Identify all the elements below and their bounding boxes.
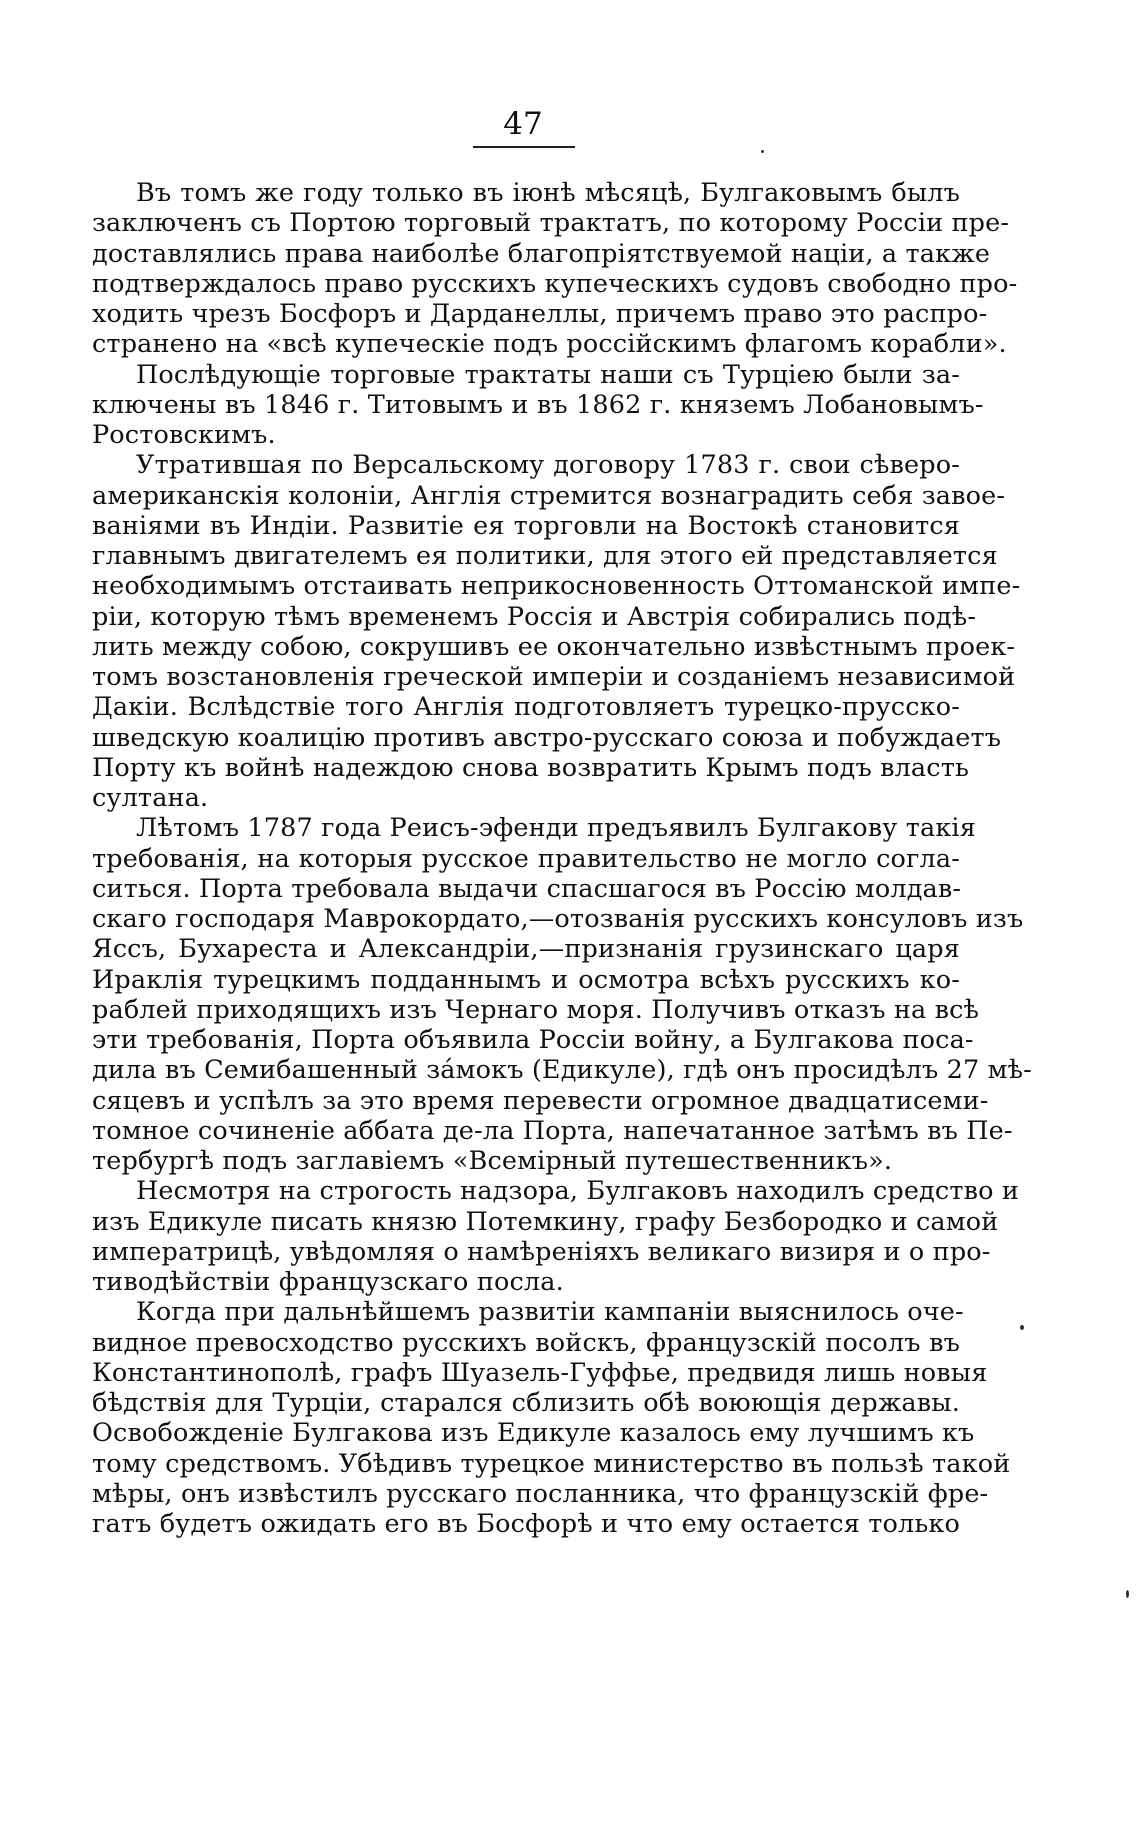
text-line: ріи, которую тѣмъ временемъ Россія и Австрія собирались подѣ-: [92, 601, 977, 632]
text-line: Несмотря на строгость надзора, Булгаковъ находилъ средство и: [136, 1176, 1020, 1207]
text-line: Ростовскимъ.: [92, 420, 276, 450]
page-number: 47: [503, 106, 543, 142]
text-line: необходимымъ отстаивать неприкосновенность Оттоманской импе-: [92, 571, 1021, 602]
text-line: раблей приходящихъ изъ Чернаго моря. Получивъ отказъ на всѣ: [92, 994, 980, 1025]
text-line: скаго господаря Маврокордато,—отозванія русскихъ консуловъ изъ: [92, 904, 1024, 934]
text-line: Ираклія турецкимъ подданнымъ и осмотра всѣхъ русскихъ ко-: [92, 964, 960, 995]
body-text: [92, 178, 1032, 1539]
text-line: султана.: [92, 783, 209, 813]
text-line: американскія колоніи, Англія стремится вознаградить себя завое-: [92, 480, 1006, 511]
text-line: главнымъ двигателемъ ея политики, для этого ей представляется: [92, 541, 998, 571]
text-line: Порту къ войнѣ надеждою снова возвратить Крымъ подъ власть: [92, 752, 970, 783]
text-line: заключенъ съ Портою торговый трактатъ, по которому Россіи пре-: [92, 208, 1010, 239]
text-line: требованія, на которыя русское правительство не могло согла-: [92, 843, 960, 874]
text-line: изъ Едикуле писать князю Потемкину, графу Безбородко и самой: [92, 1206, 999, 1237]
text-line: томное сочиненіе аббата де-ла Порта, напечатанное затѣмъ въ Пе-: [92, 1115, 1013, 1146]
text-line: тому средствомъ. Убѣдивъ турецкое министерство въ пользѣ такой: [92, 1448, 1011, 1479]
scan-speck: [761, 150, 764, 153]
text-line: Освобожденіе Булгакова изъ Едикуле казалось ему лучшимъ къ: [92, 1418, 975, 1449]
text-line: ваніями въ Индіи. Развитіе ея торговли на Востокѣ становится: [92, 510, 960, 541]
text-line: императрицѣ, увѣдомляя о намѣреніяхъ великаго визиря и о про-: [92, 1236, 991, 1267]
text-line: Когда при дальнѣйшемъ развитіи кампаніи выяснилось оче-: [136, 1297, 964, 1328]
text-line: сяцевъ и успѣлъ за это время перевести огромное двадцатисеми-: [92, 1085, 989, 1116]
text-line: ходить чрезъ Босфоръ и Дарданеллы, причемъ право это распро-: [92, 299, 988, 329]
text-line: Константинополѣ, графъ Шуазель-Гуффье, предвидя лишь новыя: [92, 1357, 988, 1388]
text-line: Яссъ, Бухареста и Александріи,—признанія грузинскаго царя: [92, 934, 960, 965]
text-line: ключены въ 1846 г. Титовымъ и въ 1862 г. княземъ Лобановымъ-: [92, 389, 984, 420]
text-line: тиводѣйствіи французскаго посла.: [92, 1267, 564, 1297]
text-line: Послѣдующіе торговые трактаты наши съ Турціею были за-: [136, 359, 960, 390]
text-line: эти требованія, Порта объявила Россіи войну, а Булгакова поса-: [92, 1025, 974, 1055]
text-line: тербургѣ подъ заглавіемъ «Всемірный путешественникъ».: [92, 1146, 893, 1176]
scan-speck: [1020, 1325, 1024, 1330]
page-number-rule: [473, 146, 575, 148]
text-line: Лѣтомъ 1787 года Реисъ-эфенди предъявилъ Булгакову такія: [136, 813, 976, 844]
text-line: Дакіи. Вслѣдствіе того Англія подготовляетъ турецко-прусско-: [92, 692, 960, 723]
scan-speck: [1126, 1590, 1129, 1598]
text-line: томъ возстановленія греческой имперіи и созданіемъ независимой: [92, 662, 1016, 692]
text-line: ситься. Порта требовала выдачи спасшагося въ Россію молдав-: [92, 873, 962, 904]
text-line: Въ томъ же году только въ іюнѣ мѣсяцѣ, Булгаковымъ былъ: [136, 178, 960, 208]
text-line: лить между собою, сокрушивъ ее окончательно извѣстнымъ проек-: [92, 631, 1016, 662]
text-line: дила въ Семибашенный зáмокъ (Едикуле), гдѣ онъ просидѣлъ 27 мѣ-: [92, 1055, 1032, 1086]
text-line: бѣдствія для Турціи, старался сблизить обѣ воюющія державы.: [92, 1388, 960, 1418]
text-line: доставлялись права наиболѣе благопріятствуемой націи, а также: [92, 238, 991, 269]
text-line: мѣры, онъ извѣстилъ русскаго посланника, что французскій фре-: [92, 1478, 989, 1509]
text-line: Утратившая по Версальскому договору 1783 г. свои сѣверо-: [136, 450, 960, 481]
text-line: подтверждалось право русскихъ купеческихъ судовъ свободно про-: [92, 268, 1018, 299]
text-line: шведскую коалицію противъ австро-русскаго союза и побуждаетъ: [92, 722, 1002, 753]
text-line: странено на «всѣ купеческіе подъ россійскимъ флагомъ корабли».: [92, 329, 1007, 360]
text-line: гатъ будетъ ожидать его въ Босфорѣ и что ему остается только: [92, 1509, 960, 1539]
text-line: видное превосходство русскихъ войскъ, французскій посолъ въ: [92, 1327, 960, 1358]
